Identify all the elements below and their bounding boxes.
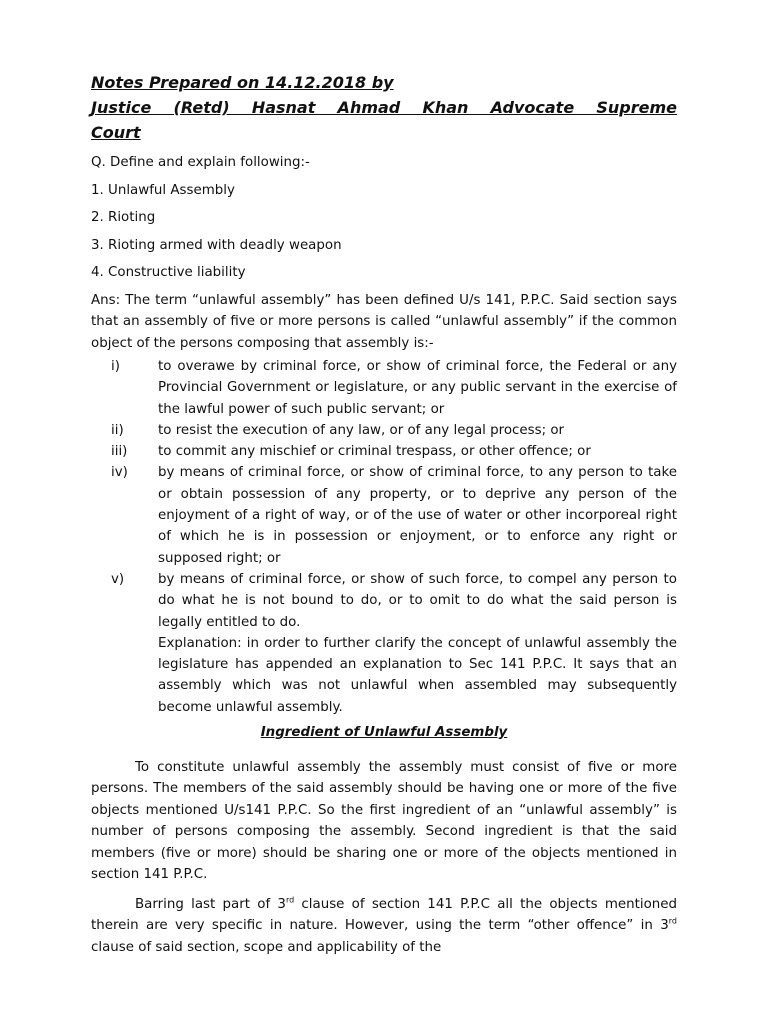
clause-text: by means of criminal force, or show of such force, to compel any person to do what he is not bound to do, or to omit to do what the said person is legally entitled to do. bbox=[158, 571, 677, 630]
clause-text: to commit any mischief or criminal trespass, or other offence; or bbox=[158, 444, 591, 460]
clause-list bbox=[91, 356, 677, 718]
clause-number: v) bbox=[111, 571, 125, 587]
clause-item bbox=[91, 569, 677, 633]
header-line-2: Justice (Retd) Hasnat Ahmad Khan Advocate Supreme bbox=[91, 98, 677, 117]
header-line-1: Notes Prepared on 14.12.2018 by bbox=[91, 73, 394, 92]
clause-text: by means of criminal force, or show of criminal force, to any person to take or obtain possession of any property, or to deprive any person of the enjoyment of a right of way, or of the use of water or other incorporeal right of which he is in possession or enjoyment, or to enforce any right or supposed right; or bbox=[158, 465, 677, 566]
document-body bbox=[91, 152, 677, 958]
clause-number: iv) bbox=[111, 465, 128, 481]
superscript: rd bbox=[285, 895, 295, 905]
question-item-1: 1. Unlawful Assembly bbox=[91, 182, 235, 198]
paragraph-barring bbox=[91, 894, 677, 959]
clause-item bbox=[91, 356, 677, 420]
clause-number: iii) bbox=[111, 444, 128, 460]
explanation: Explanation: in order to further clarify the concept of unlawful assembly the legislature has appended an explanation to Sec 141 P.P.C. It says that an assembly which was not unlawful when assembled may subsequently become unlawful assembly. bbox=[158, 635, 677, 715]
question-item-3: 3. Rioting armed with deadly weapon bbox=[91, 237, 342, 253]
question-item-2: 2. Rioting bbox=[91, 210, 156, 225]
clause-item bbox=[91, 462, 677, 568]
question: Q. Define and explain following:- bbox=[91, 155, 310, 170]
paragraph-text: Barring last part of 3 bbox=[135, 896, 286, 912]
paragraph-text: clause of section 141 P.P.C all the objects mentioned therein are very specific in nature. However, using the term “other offence” in 3 bbox=[91, 896, 677, 934]
clause-text: to resist the execution of any law, or of any legal process; or bbox=[158, 422, 565, 438]
clause-text: to overawe by criminal force, or show of criminal force, the Federal or any Provincial Government or legislature, or any public servant in the exercise of the lawful power of such public servant; or bbox=[158, 359, 677, 417]
clause-number: ii) bbox=[111, 422, 124, 438]
clause-number: i) bbox=[111, 359, 120, 374]
paragraph-text: clause of said section, scope and applicability of the bbox=[91, 939, 442, 955]
question-item-4: 4. Constructive liability bbox=[91, 265, 246, 280]
document-page bbox=[91, 70, 677, 958]
superscript: rd bbox=[668, 916, 677, 926]
clause-item bbox=[91, 420, 677, 441]
answer-intro: Ans: The term “unlawful assembly” has been defined U/s 141, P.P.C. Said section says that an assembly of five or more persons is called “unlawful assembly” if the common object of the persons composing that assembly is:- bbox=[91, 292, 677, 351]
clause-item bbox=[91, 441, 677, 462]
paragraph-ingredients: To constitute unlawful assembly the assembly must consist of five or more persons. The members of the said assembly should be having one or more of the five objects mentioned U/s141 P.P.C. So the first ingredient of an “unlawful assembly” is number of persons composing the assembly. Second ingredient is that the said members (five or more) should be sharing one or more of the objects mentioned in section 141 P.P.C. bbox=[91, 759, 677, 883]
section-heading: Ingredient of Unlawful Assembly bbox=[260, 725, 508, 741]
header-line-3: Court bbox=[91, 123, 141, 142]
